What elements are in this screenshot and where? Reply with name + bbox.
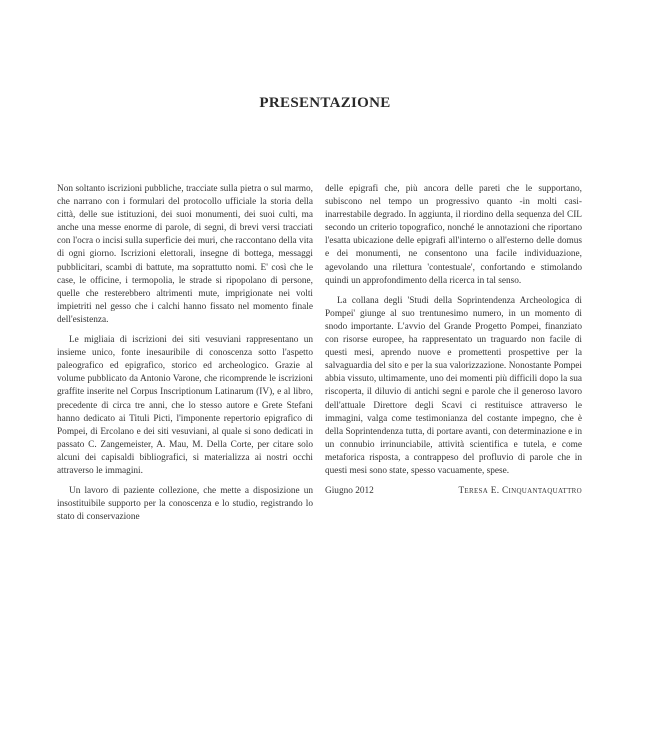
paragraph: Le migliaia di iscrizioni dei siti vesuviani rappresentano un insieme unico, fonte inesauribile di conoscenza sotto l'aspetto paleografico ed epigrafico, storico ed archeologico. Grazie al volume pubblicato da Antonio Varone, che ricomprende le iscrizioni graffite inserite nel Corpus Inscriptionum Latinarum (IV), e al libro, precedente di circa tre anni, che lo stesso autore e Grete Stefani hanno dedicato ai Tituli Picti, l'imponente repertorio epigrafico di Pompei, di Ercolano e dei siti vesuviani, al quale si sono dedicati in passato C. Zangemeister, A. Mau, M. Della Corte, per citare solo alcuni dei capisaldi bibliografici, si materializza ai nostri occhi attraverso le immagini. — [57, 335, 313, 476]
paragraph: delle epigrafi che, più ancora delle pareti che le supportano, subiscono nel tempo un progressivo quanto -in molti casi- inarrestabile degrado. In aggiunta, il riordino della sequenza del CIL secondo un criterio topografico, nonché le annotazioni che riportano l'esatta ubicazione delle epigrafi all'interno o all'esterno delle domus e dei monumenti, ne consentono una facile individuazione, agevolando una rilettura 'contestuale', confortando e stimolando quindi un approfondimento della ricerca in tal senso. — [325, 184, 582, 286]
paragraph: La collana degli 'Studi della Soprintendenza Archeologica di Pompei' giunge al suo trentunesimo numero, in un momento di snodo importante. L'avvio del Grande Progetto Pompei, finanziato con risorse europee, ha rappresentato un traguardo non facile di questi mesi, aprendo nuove e promettenti prospettive per la salvaguardia del sito e per la sua valorizzazione. Nonostante Pompei abbia vissuto, ultimamente, uno dei momenti più difficili dopo la sua riscoperta, il diluvio di antichi segni e parole che il generoso lavoro dell'attuale Direttore degli Scavi ci restituisce attraverso le immagini, valga come testimonianza del costante impegno, che è della Soprintendenza tutta, di portare avanti, con determinazione e in un connubio irrinunciabile, attività scientifica e tutela, e come metaforica risposta, a contrappeso del profluvio di parole che in questi mesi sono state, spesso vacuamente, spese. — [325, 295, 582, 476]
left-column — [57, 183, 313, 524]
paragraph: Un lavoro di paziente collezione, che mette a disposizione un insostituibile supporto per la conoscenza e lo studio, registrando lo stato di conservazione — [57, 486, 313, 523]
right-column — [325, 183, 582, 498]
page-title: PRESENTAZIONE — [259, 95, 391, 111]
signature-line — [325, 485, 582, 498]
signature-date: Giugno 2012 — [325, 486, 374, 497]
signature-author: Teresa E. Cinquantaquattro — [458, 486, 582, 497]
paragraph: Non soltanto iscrizioni pubbliche, tracciate sulla pietra o sul marmo, che narrano con i formulari del protocollo ufficiale la storia della città, delle sue istituzioni, dei suoi monumenti, dei suoi culti, ma anche una messe enorme di parole, di segni, di brevi versi tracciati con l'ocra o incisi sulla superficie dei muri, che raccontano della vita di ogni giorno. Iscrizioni elettorali, insegne di bottega, messaggi pubblicitari, scambi di battute, ma soprattutto nomi. E' così che le case, le officine, i termopolia, le strade si ripopolano di persone, quelle che resterebbero altrimenti mute, imprigionate nei volti impietriti nel gesso che i calchi hanno fissato nel momento finale dell'esistenza. — [57, 184, 313, 325]
